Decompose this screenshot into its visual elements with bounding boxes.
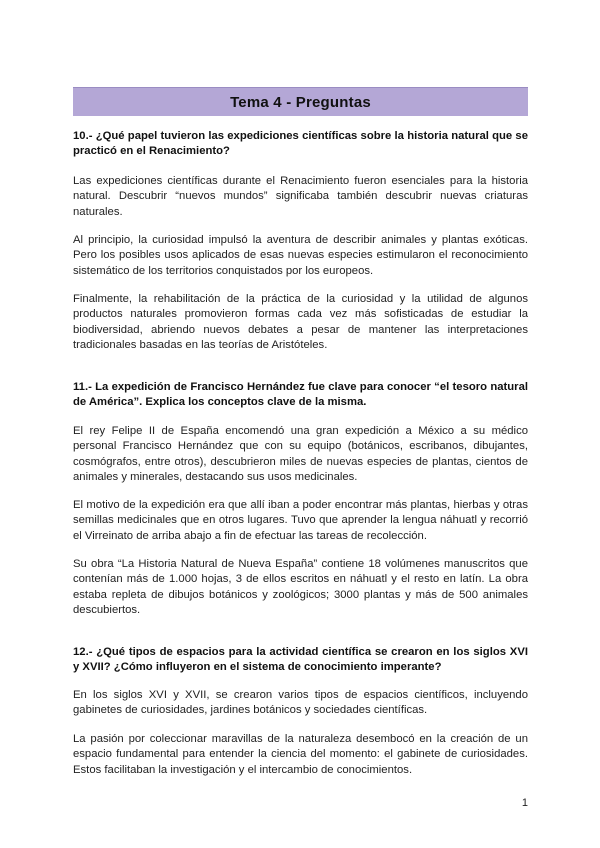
question-10-paragraph-2: Al principio, la curiosidad impulsó la aventura de describir animales y plantas exóticas. Pero los posibles usos aplicados de esas nuevas especies estimularon el reconocimiento sistemático de los territorios conquistados por los europeos.: [73, 234, 528, 277]
question-10-paragraph-1: Las expediciones científicas durante el Renacimiento fueron esenciales para la historia natural. Descubrir “nuevos mundos” significaba también descubrir nuevas criaturas naturales.: [73, 175, 528, 218]
question-10-paragraph-1-block: [73, 174, 528, 220]
title-banner: [73, 87, 528, 116]
question-11-heading: 11.- La expedición de Francisco Hernández fue clave para conocer “el tesoro natural de América”. Explica los conceptos clave de la misma.: [73, 381, 528, 408]
question-12-paragraph-2-block: [73, 732, 528, 778]
question-10-heading-block: [73, 129, 528, 159]
question-12-paragraph-1-block: [73, 688, 528, 719]
question-11-paragraph-3: Su obra “La Historia Natural de Nueva España” contiene 18 volúmenes manuscritos que contenían más de 1.000 hojas, 3 de ellos escritos en náhuatl y el resto en latín. La obra estaba repleta de dibujos botánicos y zoológicos; 3000 plantas y más de 500 animales descubiertos.: [73, 558, 528, 616]
question-11-paragraph-3-block: [73, 557, 528, 618]
question-11-paragraph-2-block: [73, 498, 528, 544]
page-number: 1: [521, 797, 528, 809]
question-11-paragraph-2: El motivo de la expedición era que allí iban a poder encontrar más plantas, hierbas y otras semillas medicinales que en otros lugares. Tuvo que aprender la lengua náhuatl y recorrió el Virreinato de arriba abajo a fin de efectuar las tareas de recolección.: [73, 499, 528, 542]
question-12-heading: 12.- ¿Qué tipos de espacios para la actividad científica se crearon en los siglos XVI y XVII? ¿Cómo influyeron en el sistema de conocimiento imperante?: [73, 646, 528, 673]
question-10-paragraph-3-block: [73, 292, 528, 353]
question-10-paragraph-2-block: [73, 233, 528, 279]
question-12-paragraph-1: En los siglos XVI y XVII, se crearon varios tipos de espacios científicos, incluyendo gabinetes de curiosidades, jardines botánicos y sociedades científicas.: [73, 689, 528, 717]
question-12-paragraph-2: La pasión por coleccionar maravillas de la naturaleza desembocó en la creación de un espacio fundamental para entender la ciencia del momento: el gabinete de curiosidades. Estos facilitaban la investigación y el intercambio de conocimientos.: [73, 733, 528, 776]
question-12-heading-block: [73, 645, 528, 675]
question-10-paragraph-3: Finalmente, la rehabilitación de la práctica de la curiosidad y la utilidad de algunos productos naturales promovieron formas cada vez más sofisticadas de estudiar la biodiversidad, abriendo nuevos debates a pesar de mantener las interpretaciones tradicionales basadas en las teorías de Aristóteles.: [73, 293, 528, 351]
question-10-heading: 10.- ¿Qué papel tuvieron las expediciones científicas sobre la historia natural que se practicó en el Renacimiento?: [73, 130, 528, 157]
question-11-heading-block: [73, 380, 528, 410]
page-title: Tema 4 - Preguntas: [230, 93, 371, 111]
question-11-paragraph-1-block: [73, 424, 528, 485]
question-11-paragraph-1: El rey Felipe II de España encomendó una gran expedición a México a su médico personal Francisco Hernández que con su equipo (botánicos, escribanos, dibujantes, cosmógrafos, entre otros), descubrieron miles de nuevas especies de plantas, cientos de animales y minerales, destacando sus usos medicinales.: [73, 425, 528, 483]
